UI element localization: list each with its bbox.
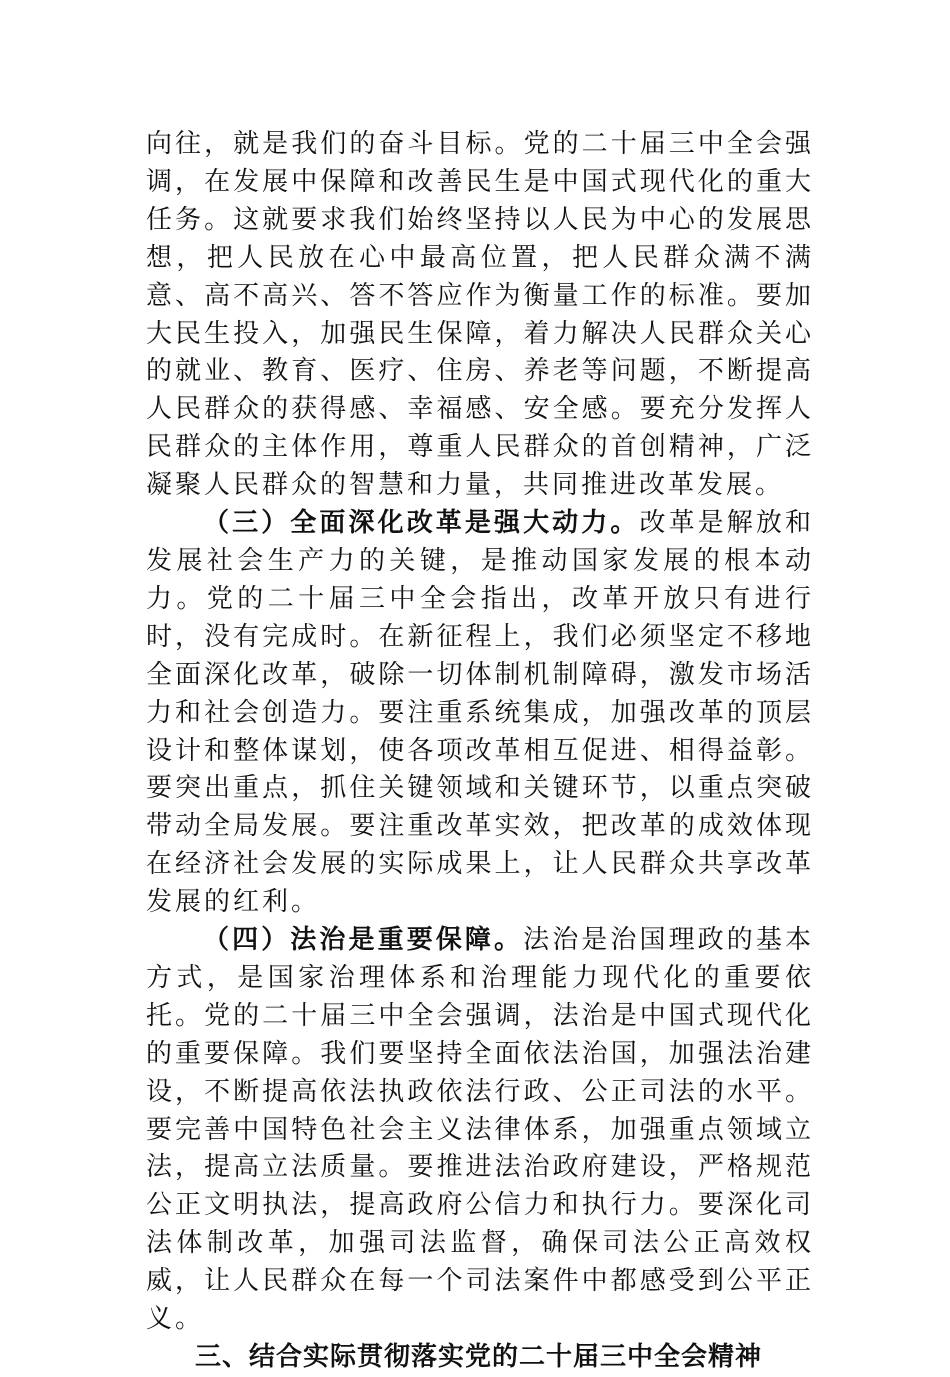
section-four-body: 法治是治国理政的基本方式，是国家治理体系和治理能力现代化的重要依托。党的二十届三中全会强调，法治是中国式现代化的重要保障。我们要坚持全面依法治国，加强法治建设，不断提高依法执政依法行政、公正司法的水平。要完善中国特色社会主义法律体系，加强重点领域立法，提高立法质量。要推进法治政府建设，严格规范公正文明执法，提高政府公信力和执行力。要深化司法体制改革，加强司法监督，确保司法公正高效权威，让人民群众在每一个司法案件中都感受到公平正义。 [146, 925, 814, 1335]
section-heading-three: 三、结合实际贯彻落实党的二十届三中全会精神 [195, 1342, 763, 1372]
paragraph-deepening-reform [146, 505, 814, 922]
paragraph-rule-of-law [146, 922, 814, 1339]
section-four-lead: （四）法治是重要保障。 [203, 925, 524, 956]
document-body [146, 126, 814, 1377]
section-three-lead: （三）全面深化改革是强大动力。 [203, 508, 640, 539]
paragraph-people-livelihood: 向往，就是我们的奋斗目标。党的二十届三中全会强调，在发展中保障和改善民生是中国式现代化的重大任务。这就要求我们始终坚持以人民为中心的发展思想，把人民放在心中最高位置，把人民群众满不满意、高不高兴、答不答应作为衡量工作的标准。要加大民生投入，加强民生保障，着力解决人民群众关心的就业、教育、医疗、住房、养老等问题，不断提高人民群众的获得感、幸福感、安全感。要充分发挥人民群众的主体作用，尊重人民群众的首创精神，广泛凝聚人民群众的智慧和力量，共同推进改革发展。 [146, 129, 814, 501]
section-three-body: 改革是解放和发展社会生产力的关键，是推动国家发展的根本动力。党的二十届三中全会指出，改革开放只有进行时，没有完成时。在新征程上，我们必须坚定不移地全面深化改革，破除一切体制机制障碍，激发市场活力和社会创造力。要注重系统集成，加强改革的顶层设计和整体谋划，使各项改革相互促进、相得益彰。要突出重点，抓住关键领域和关键环节，以重点突破带动全局发展。要注重改革实效，把改革的成效体现在经济社会发展的实际成果上，让人民群众共享改革发展的红利。 [146, 508, 814, 918]
